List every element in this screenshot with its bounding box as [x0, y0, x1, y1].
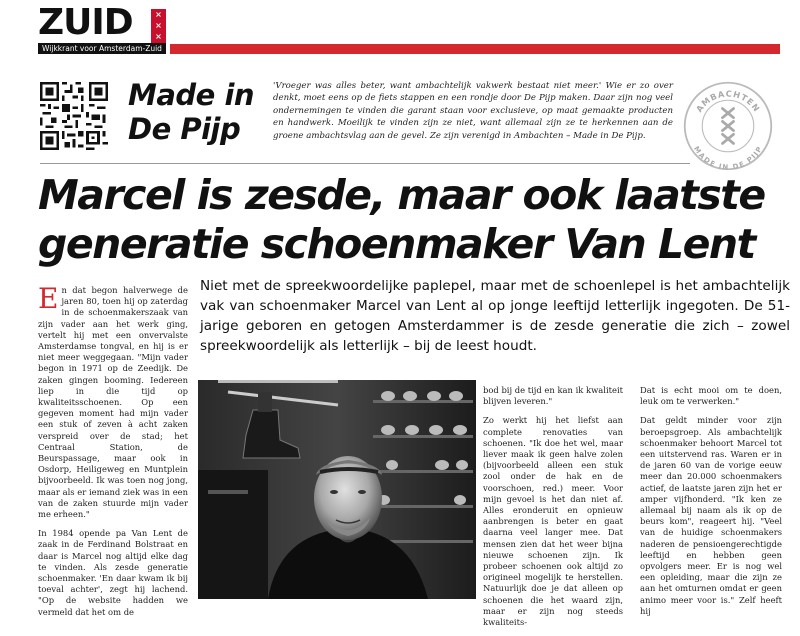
flag-cross-3: × [155, 32, 162, 42]
headline-line2: generatie schoenmaker Van Lent [38, 220, 755, 268]
zuid-logo: ZUID [38, 2, 133, 43]
col3-paragraph-1: bod bij de tijd en kan ik kwaliteit blijven leveren." [483, 385, 623, 407]
article-headline [38, 171, 788, 269]
masthead-red-bar [170, 44, 780, 54]
section-divider [40, 163, 690, 164]
masthead-tagline: Wijkkrant voor Amsterdam-Zuid [38, 43, 166, 54]
amsterdam-flag-icon [151, 9, 166, 43]
col1-paragraph-2: In 1984 opende pa Van Lent de zaak in de Ferdinand Bolstraat en daar is Marcel nog altijd elke dag te vinden. Als zesde generatie schoenmaker. 'En daar kwam ik bij toeval achter', zegt hij lachend. "Op de website hadden we vermeld dat het om de [38, 528, 188, 617]
article-column-1 [38, 282, 188, 626]
flag-cross-2: × [155, 20, 162, 30]
section-title [128, 78, 254, 146]
svg-text:MADE IN DE PIJP [692, 145, 764, 172]
article-column-3 [483, 385, 623, 636]
svg-text:AMBACHTEN [694, 88, 762, 113]
col3-paragraph-2: Zo werkt hij het liefst aan complete renovaties van schoenen. "Ik doe het wel, maar liever maak ik geen halve zolen (bijvoorbeeld alleen een stuk zool onder de hak en de voorschoen, red.) meer. Voor mijn gevoel is het dan niet af. Alles eronderuit en opnieuw aanbrengen is beter en gaat daarna veel langer mee. Dat mensen zien dat het weer bijna nieuwe schoenen zijn. Ik probeer schoenen ook altijd zo origineel mogelijk te herstellen. Natuurlijk doe je dat alleen op schoenen die het waard zijn, maar er zijn nog steeds kwaliteits- [483, 415, 623, 628]
col4-paragraph-1: Dat is echt mooi om te doen, leuk om te verwerken." [640, 385, 782, 407]
drop-cap: E [38, 282, 59, 315]
article-lead: Niet met de spreekwoordelijke paplepel, maar met de schoenlepel is het ambachtelijk vak van schoenmaker Marcel van Lent al op jonge leeftijd letterlijk ingegoten. De 51-jarige geboren en getogen Amsterdammer is de zesde generatie die zich – zowel spreekwoordelijk als letterlijk – bij de leest houdt. [200, 278, 790, 354]
qr-code-icon [40, 82, 108, 150]
section-title-line1: Made in [128, 78, 255, 112]
section-title-line2: De Pijp [128, 112, 241, 146]
headline-line1: Marcel is zesde, maar ook laatste [38, 171, 765, 219]
flag-cross-1: × [155, 9, 162, 19]
article-column-4 [640, 385, 782, 625]
ambachten-seal-icon [682, 80, 774, 172]
section-intro: 'Vroeger was alles beter, want ambachtelijk vakwerk bestaat niet meer.' Wie er zo over denkt, moet eens op de fiets stappen en een rondje door De Pijp maken. Daar zijn nog veel ondernemingen te vinden die garant staan voor exclusieve, op maat gemaakte producten en handwerk. Moeilijk te vinden zijn ze niet, want allemaal zijn ze te herkennen aan de groene ambachtsvlag aan de gevel. Ze zijn verenigd in Ambachten – Made in De Pijp. [273, 81, 673, 141]
portrait-photo [198, 380, 476, 599]
seal-bottom-text: MADE IN DE PIJP [692, 144, 765, 172]
col4-paragraph-2: Dat geldt minder voor zijn beroepsgroep. Als ambachtelijk schoenmaker behoort Marcel tot een uitstervend ras. Waren er in de jaren 60 van de vorige eeuw meer dan 20.000 schoenmakers actief, de laatste jaren zijn het er amper vijfhonderd. "Ik ken ze allemaal bij naam als ik op de beurs kom", reageert hij. "Veel van de huidige schoenmakers naderen de pensioengerechtigde leeftijd en hebben geen opvolgers meer. Er is nog wel een opleiding, maar die zijn ze aan het omturnen omdat er geen animo meer voor is." Zelf heeft hij [640, 415, 782, 616]
seal-top-text: AMBACHTEN [693, 88, 763, 114]
col1-paragraph-1: n dat begon halverwege de jaren 80, toen hij op zaterdag in de schoenmakerszaak van zijn vader aan het werk ging, vertelt hij met een onvervalste Amsterdamse tongval, en hij is er niet meer weggegaan. "Mijn vader begon in 1971 op de Zeedijk. De zaken gingen booming. Iedereen liep in die tijd op kwaliteitsschoenen. Op een gegeven moment had mijn vader een stuk of zeven à acht zaken verspreid over de stad; het Centraal Station, de Beurspassage, maar ook in Osdorp, Heiligeweg en Muntplein bijvoorbeeld. Ik was toen nog jong, maar als er iemand ziek was in een van de zaken stuurde mijn vader me erheen." [38, 285, 188, 520]
